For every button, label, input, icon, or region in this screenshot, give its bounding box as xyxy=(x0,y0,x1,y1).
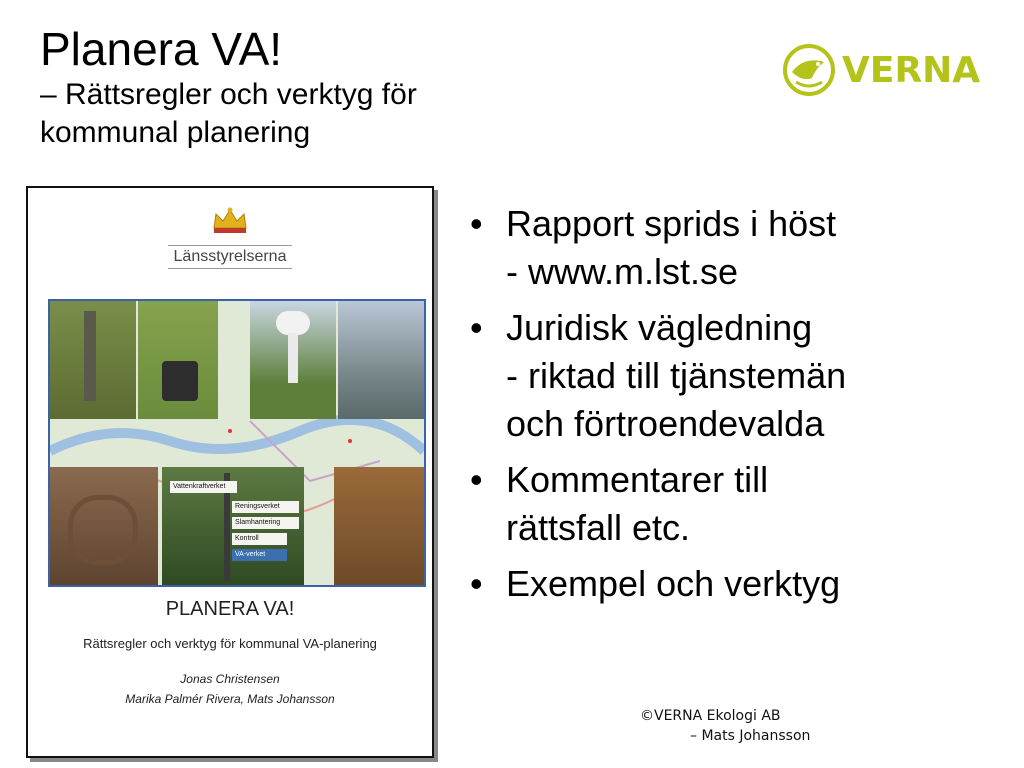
bullet-text: rättsfall etc. xyxy=(506,507,691,548)
photo-signpost xyxy=(162,467,304,585)
verna-logo xyxy=(782,42,980,98)
photo-collage xyxy=(48,299,426,587)
photo-water-pump xyxy=(50,301,136,419)
cover-author-1: Jonas Christensen xyxy=(180,672,280,686)
bullet-text: - www.m.lst.se xyxy=(506,251,739,292)
copyright-credit xyxy=(640,706,810,746)
organization-name: Länsstyrelserna xyxy=(168,245,293,269)
bullet-text: och förtroendevalda xyxy=(506,403,825,444)
photo-treatment-plant xyxy=(338,301,424,419)
slide-title: Planera VA! xyxy=(40,23,283,75)
cover-author-2: Marika Palmér Rivera, Mats Johansson xyxy=(125,692,335,706)
cover-title: PLANERA VA! xyxy=(165,598,295,620)
bullet-item xyxy=(466,456,986,552)
credit-line-2: – Mats Johansson xyxy=(690,728,811,744)
sign-label-5: VA-verket xyxy=(232,549,287,561)
bird-logo-icon xyxy=(782,42,836,98)
bullet-item xyxy=(466,560,986,608)
crown-icon xyxy=(210,206,250,236)
bullet-dot: • xyxy=(470,459,483,500)
bullet-item xyxy=(466,200,986,296)
bullet-text: Juridisk vägledning xyxy=(506,307,813,348)
sign-label-4: Kontroll xyxy=(232,533,287,545)
sign-label-2: Reningsverket xyxy=(232,501,299,513)
sign-label-1: Vattenkraftverket xyxy=(170,481,237,493)
photo-water-tower xyxy=(250,301,336,419)
bullet-dot: • xyxy=(470,307,483,348)
bullet-dot: • xyxy=(470,203,483,244)
bullet-text: Exempel och verktyg xyxy=(506,563,841,604)
photo-manhole xyxy=(50,467,158,585)
bullet-text: - riktad till tjänstemän xyxy=(506,355,847,396)
credit-line-1: ©VERNA Ekologi AB xyxy=(640,708,781,724)
slide-subtitle-line2: kommunal planering xyxy=(40,116,311,149)
photo-well-covers xyxy=(138,301,218,419)
bullet-text: Rapport sprids i höst xyxy=(506,203,837,244)
bullet-list xyxy=(466,200,986,616)
bullet-item xyxy=(466,304,986,448)
title-block xyxy=(40,22,417,152)
logo-text: VERNA xyxy=(842,49,981,91)
slide-subtitle-line1: – Rättsregler och verktyg för xyxy=(40,78,417,111)
bullet-dot: • xyxy=(470,563,483,604)
cover-subtitle: Rättsregler och verktyg för kommunal VA-planering xyxy=(83,636,377,651)
lansstyrelserna-header xyxy=(28,206,432,269)
bullet-text: Kommentarer till xyxy=(506,459,769,500)
report-cover-image xyxy=(26,186,434,758)
photo-wood-chips xyxy=(334,467,424,585)
sign-label-3: Slamhantering xyxy=(232,517,299,529)
